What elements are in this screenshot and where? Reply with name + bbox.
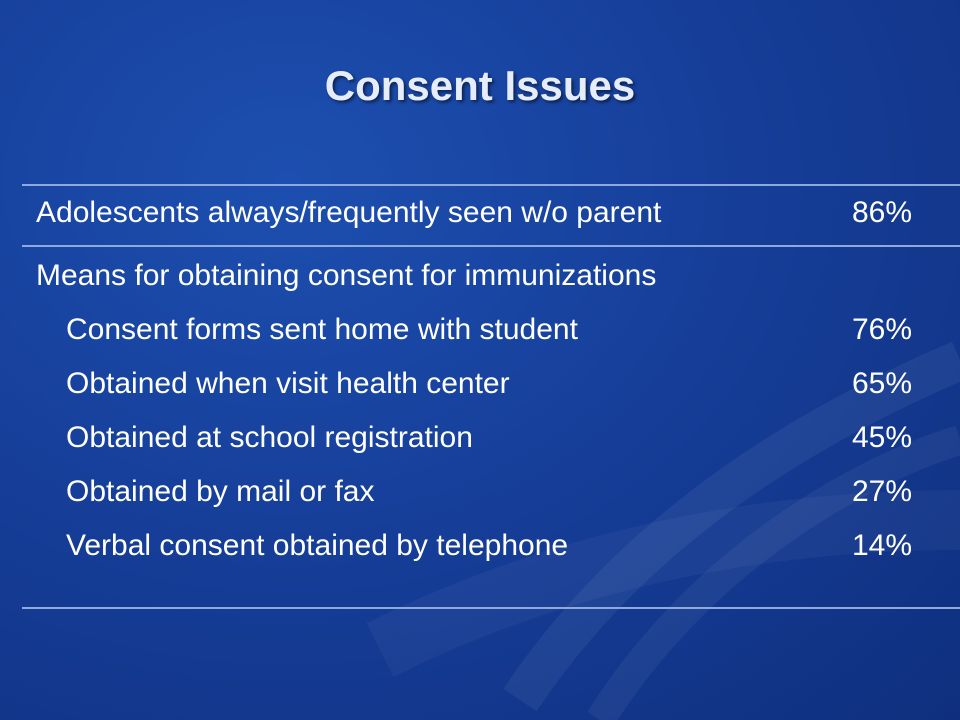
table-row — [0, 472, 960, 512]
row-value: 45% — [852, 421, 913, 454]
row-label: Obtained when visit health center — [66, 367, 510, 400]
table-middle-rule — [22, 245, 960, 247]
slide-title: Consent Issues — [324, 62, 636, 109]
row-value: 14% — [852, 529, 913, 562]
row-value: 27% — [852, 475, 913, 508]
row-label: Consent forms sent home with student — [66, 313, 578, 346]
row-label: Adolescents always/frequently seen w/o parent — [36, 196, 662, 229]
row-value: 76% — [852, 313, 913, 346]
table-row — [0, 310, 960, 350]
row-value: 86% — [852, 196, 913, 229]
table-group-heading — [0, 256, 960, 296]
table-bottom-rule — [22, 607, 960, 609]
group-heading-label: Means for obtaining consent for immunizations — [36, 259, 657, 292]
table-row — [0, 418, 960, 458]
table-top-rule — [22, 184, 960, 186]
row-label: Obtained at school registration — [66, 421, 473, 454]
row-value: 65% — [852, 367, 913, 400]
table-row — [0, 364, 960, 404]
row-label: Obtained by mail or fax — [66, 475, 375, 508]
table-row — [0, 193, 960, 233]
table-row — [0, 526, 960, 566]
row-label: Verbal consent obtained by telephone — [66, 529, 569, 562]
